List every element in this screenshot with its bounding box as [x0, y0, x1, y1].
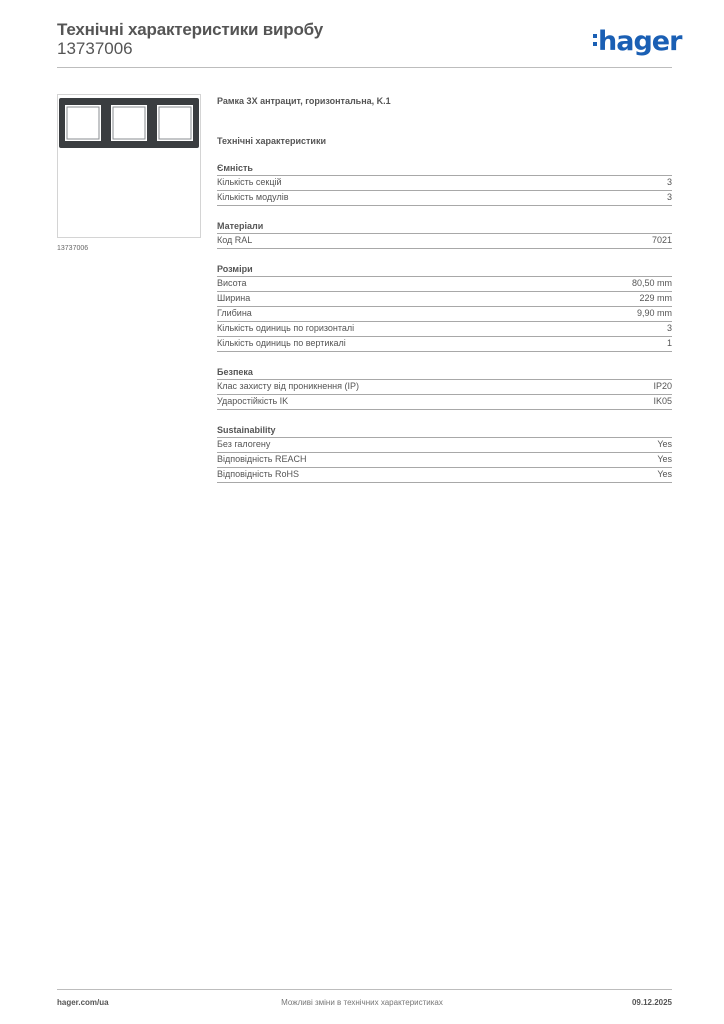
spec-value: 1 — [666, 338, 672, 348]
header-divider — [57, 67, 672, 68]
spec-value: 3 — [666, 177, 672, 187]
footer-date: 09.12.2025 — [631, 998, 672, 1007]
section-title: Розміри — [217, 264, 672, 277]
spec-row — [217, 322, 672, 337]
logo-text: hager — [598, 26, 682, 57]
spec-label: Кількість одиниць по горизонталі — [217, 323, 355, 333]
spec-label: Кількість секцій — [217, 177, 282, 187]
spec-row — [217, 395, 672, 410]
section-title: Матеріали — [217, 221, 672, 234]
spec-label: Глибина — [217, 308, 252, 318]
spec-value: Yes — [657, 469, 672, 479]
spec-label: Без галогену — [217, 439, 271, 449]
spec-row — [217, 234, 672, 249]
footer-website-link[interactable]: hager.com/ua — [57, 998, 109, 1007]
product-code: 13737006 — [57, 39, 133, 58]
spec-label: Висота — [217, 278, 247, 288]
product-name: Рамка 3Х антрацит, горизонтальна, K.1 — [217, 96, 391, 106]
spec-label: Відповідність RoHS — [217, 469, 299, 479]
spec-value: 3 — [666, 323, 672, 333]
spec-label: Ударостійкість IK — [217, 396, 289, 406]
page-title: Технічні характеристики виробу — [57, 20, 323, 39]
three-gang-frame-icon — [58, 95, 200, 237]
hager-logo — [593, 27, 681, 57]
section-safety — [217, 367, 672, 410]
section-title: Sustainability — [217, 425, 672, 438]
spec-value: Yes — [657, 439, 672, 449]
spec-heading: Технічні характеристики — [217, 136, 326, 146]
spec-row — [217, 380, 672, 395]
section-materials — [217, 221, 672, 249]
spec-value: 7021 — [651, 235, 672, 245]
footer-divider — [57, 989, 672, 990]
footer-note: Можливі зміни в технічних характеристиках — [281, 998, 443, 1007]
product-image — [57, 94, 201, 238]
spec-value: Yes — [657, 454, 672, 464]
spec-value: 80,50 mm — [631, 278, 672, 288]
logo-dots-icon — [593, 34, 597, 50]
section-sustainability — [217, 425, 672, 483]
spec-label: Клас захисту від проникнення (IP) — [217, 381, 360, 391]
spec-label: Ширина — [217, 293, 251, 303]
spec-label: Код RAL — [217, 235, 253, 245]
spec-row — [217, 453, 672, 468]
spec-value: 3 — [666, 192, 672, 202]
spec-value: 229 mm — [639, 293, 672, 303]
section-dimensions — [217, 264, 672, 352]
spec-label: Кількість модулів — [217, 192, 289, 202]
spec-row — [217, 468, 672, 483]
spec-row — [217, 277, 672, 292]
spec-row — [217, 176, 672, 191]
section-title: Ємність — [217, 163, 672, 176]
spec-row — [217, 337, 672, 352]
spec-row — [217, 191, 672, 206]
spec-row — [217, 307, 672, 322]
specifications — [217, 96, 672, 483]
image-caption: 13737006 — [57, 245, 89, 252]
spec-label: Відповідність REACH — [217, 454, 307, 464]
spec-row — [217, 292, 672, 307]
spec-row — [217, 438, 672, 453]
section-capacity — [217, 163, 672, 206]
spec-value: IK05 — [653, 396, 672, 406]
spec-value: IP20 — [653, 381, 672, 391]
section-title: Безпека — [217, 367, 672, 380]
spec-label: Кількість одиниць по вертикалі — [217, 338, 346, 348]
spec-value: 9,90 mm — [636, 308, 672, 318]
